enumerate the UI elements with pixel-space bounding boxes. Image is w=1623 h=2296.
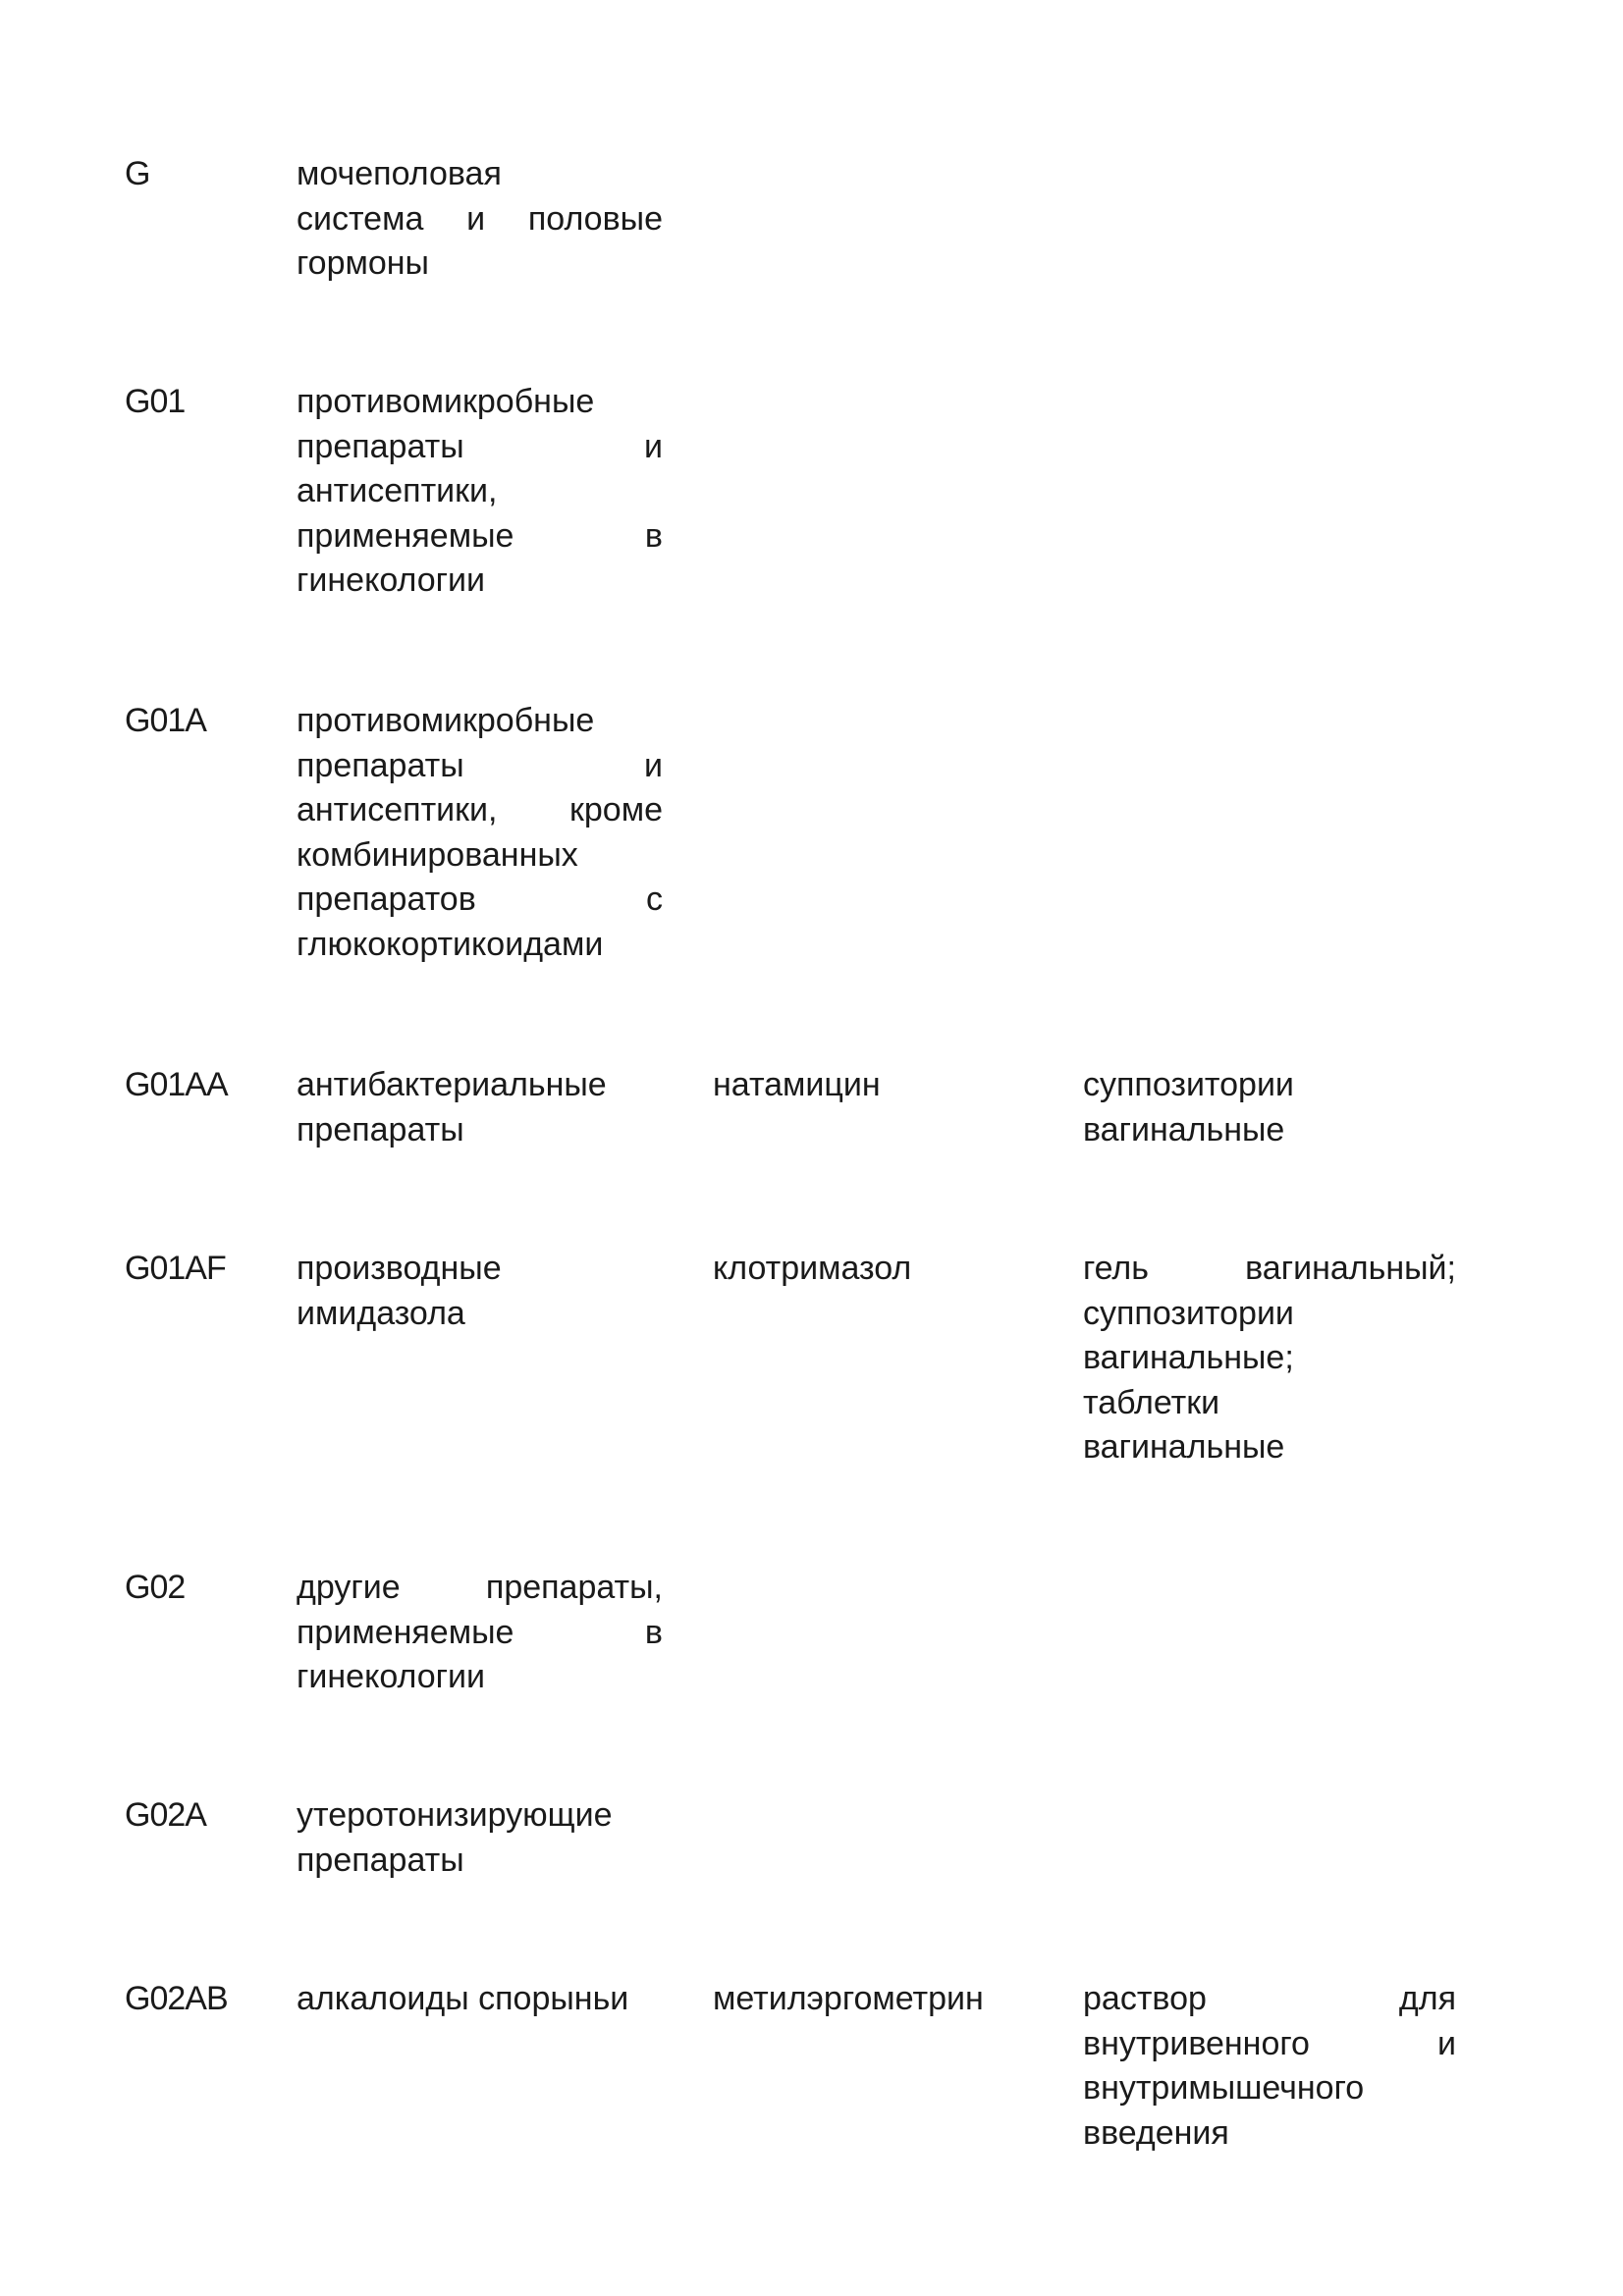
- text-line: применяемые в: [297, 516, 663, 555]
- text-line: комбинированных: [297, 835, 578, 874]
- atc-code: G02: [125, 1569, 186, 1606]
- text-line: препараты: [297, 1110, 464, 1148]
- text-line: производные: [297, 1250, 502, 1287]
- text-line: гинекологии: [297, 1658, 486, 1696]
- text-line: вагинальные;: [1083, 1339, 1294, 1377]
- atc-group-name: [297, 1566, 663, 1700]
- text-line: препараты и: [297, 746, 663, 784]
- text-line: имидазола: [297, 1294, 465, 1332]
- text-line: вагинальные: [1083, 1110, 1285, 1148]
- text-line: препаратов с: [297, 881, 663, 919]
- atc-code: G01AA: [125, 1066, 228, 1103]
- atc-code: G02A: [125, 1796, 206, 1834]
- text-line: антибактериальные: [297, 1066, 607, 1103]
- text-line: внутривенного и: [1083, 2024, 1456, 2062]
- atc-group-name: [297, 380, 663, 604]
- text-line: гинекологии: [297, 561, 486, 600]
- atc-group-name: [297, 699, 663, 968]
- text-line: суппозитории: [1083, 1294, 1294, 1332]
- text-line: утеротонизирующие: [297, 1796, 613, 1834]
- text-line: другие препараты,: [297, 1569, 663, 1606]
- dosage-form: [1083, 1977, 1456, 2156]
- atc-code: G02AB: [125, 1980, 228, 2017]
- dosage-form: [1083, 1063, 1456, 1152]
- text-line: антисептики, кроме: [297, 791, 663, 829]
- text-line: глюкокортикоидами: [297, 925, 604, 963]
- text-line: таблетки: [1083, 1383, 1220, 1421]
- atc-group-name: [297, 1247, 663, 1336]
- atc-group-name: [297, 1977, 663, 2022]
- drug-name: метилэргометрин: [713, 1980, 984, 2017]
- atc-code: G: [125, 155, 150, 192]
- atc-group-name: [297, 1063, 663, 1152]
- text-line: введения: [1083, 2113, 1229, 2152]
- text-line: препараты и: [297, 427, 663, 465]
- text-line: суппозитории: [1083, 1066, 1294, 1103]
- text-line: препараты: [297, 1841, 464, 1879]
- text-line: внутримышечного: [1083, 2069, 1365, 2108]
- text-line: применяемые в: [297, 1613, 663, 1651]
- text-line: противомикробные: [297, 383, 595, 420]
- atc-code: G01: [125, 383, 186, 420]
- atc-group-name: [297, 1793, 663, 1883]
- text-line: алкалоиды спорыньи: [297, 1980, 629, 2017]
- atc-code: G01AF: [125, 1250, 226, 1287]
- text-line: противомикробные: [297, 702, 595, 739]
- text-line: антисептики,: [297, 472, 498, 510]
- text-line: вагинальные: [1083, 1428, 1285, 1467]
- text-line: гормоны: [297, 244, 429, 283]
- text-line: раствор для: [1083, 1980, 1456, 2017]
- drug-name: натамицин: [713, 1066, 881, 1103]
- text-line: гель вагинальный;: [1083, 1250, 1456, 1287]
- dosage-form: [1083, 1247, 1456, 1470]
- text-line: система и половые: [297, 199, 663, 238]
- drug-name: клотримазол: [713, 1250, 912, 1287]
- atc-group-name: [297, 152, 663, 287]
- atc-code: G01A: [125, 702, 206, 739]
- text-line: мочеполовая: [297, 155, 502, 192]
